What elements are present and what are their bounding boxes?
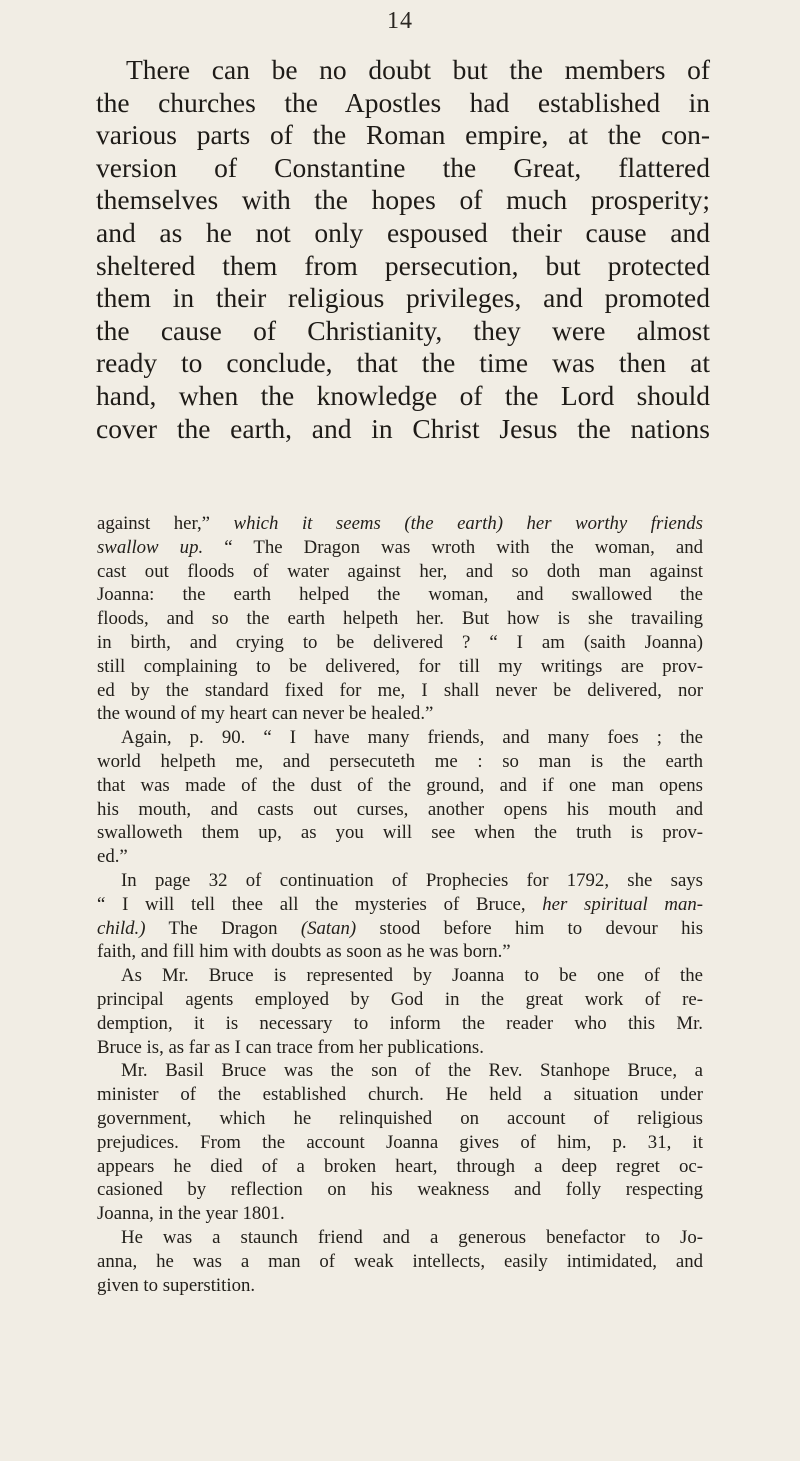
italic-text: (Satan) xyxy=(300,917,357,939)
text-segment: cast out floods of water against her, and so doth man against xyxy=(97,560,703,582)
footnote-line xyxy=(97,940,703,964)
footnote-line xyxy=(97,1083,703,1107)
text-segment: demption, it is necessary to inform the reader who this Mr. xyxy=(97,1012,703,1034)
footnote-line xyxy=(97,1226,703,1250)
footnote-line xyxy=(97,1178,703,1202)
footnote-line xyxy=(97,917,703,941)
main-text-line: sheltered them from persecution, but protected xyxy=(96,249,710,281)
footnote-line xyxy=(97,845,703,869)
text-segment: ed.” xyxy=(97,846,128,868)
main-text-line: themselves with the hopes of much prosperity; xyxy=(96,184,710,216)
text-segment: The Dragon xyxy=(145,917,301,939)
page-number: 14 xyxy=(387,8,413,34)
footnote-line xyxy=(97,821,703,845)
text-segment: given to superstition. xyxy=(97,1274,256,1296)
footnote-line xyxy=(97,1250,703,1274)
main-text-line: There can be no doubt but the members of xyxy=(126,54,710,85)
text-segment: in birth, and crying to be delivered ? “ I am (saith Joanna) xyxy=(97,631,703,653)
text-segment: anna, he was a man of weak intellects, easily intimidated, and xyxy=(97,1250,703,1272)
footnote-line xyxy=(97,726,703,750)
text-segment: principal agents employed by God in the great work of re- xyxy=(97,988,703,1010)
footnote-line xyxy=(97,750,703,774)
text-segment: the wound of my heart can never be healed.” xyxy=(97,703,434,725)
text-segment: prejudices. From the account Joanna gives of him, p. 31, it xyxy=(97,1131,703,1153)
footnote-line xyxy=(97,679,703,703)
footnote-line xyxy=(97,1274,703,1298)
footnote-line xyxy=(97,1155,703,1179)
main-text-line: and as he not only espoused their cause and xyxy=(96,216,710,248)
main-text-line: the cause of Christianity, they were almost xyxy=(96,314,710,346)
footnote-line xyxy=(97,988,703,1012)
main-text-line: hand, when the knowledge of the Lord should xyxy=(96,379,710,411)
italic-text: swallow up. xyxy=(97,536,204,558)
main-text-line: them in their religious privileges, and promoted xyxy=(96,282,710,314)
footnote-line xyxy=(97,1012,703,1036)
footnote-line xyxy=(97,1107,703,1131)
text-segment: stood before him to devour his xyxy=(356,917,703,939)
text-segment: minister of the established church. He held a situation under xyxy=(97,1084,703,1106)
text-segment: ed by the standard fixed for me, I shall never be delivered, nor xyxy=(97,679,703,701)
italic-text: which it seems (the earth) her worthy friends xyxy=(233,513,703,534)
text-segment: Mr. Basil Bruce was the son of the Rev. Stanhope Bruce, a xyxy=(121,1060,703,1082)
main-text-line: version of Constantine the Great, flattered xyxy=(96,151,710,183)
footnote-line xyxy=(97,1036,703,1060)
footnote-line xyxy=(97,1131,703,1155)
footnote-line xyxy=(97,702,703,726)
text-segment: world helpeth me, and persecuteth me : so man is the earth xyxy=(97,750,703,772)
text-segment: He was a staunch friend and a generous benefactor to Jo- xyxy=(121,1226,703,1248)
text-segment: Joanna: the earth helped the woman, and swallowed the xyxy=(97,584,703,606)
text-segment: “ The Dragon was wroth with the woman, and xyxy=(203,536,703,558)
footnote-line xyxy=(97,631,703,655)
footnote-line xyxy=(97,512,703,536)
footnote-line xyxy=(97,536,703,560)
text-segment: appears he died of a broken heart, through a deep regret oc- xyxy=(97,1155,703,1177)
footnote-line xyxy=(97,869,703,893)
footnote-line xyxy=(97,1059,703,1083)
footnote-line xyxy=(97,655,703,679)
main-text-line: the churches the Apostles had established in xyxy=(96,86,710,118)
text-segment: Again, p. 90. “ I have many friends, and many foes ; the xyxy=(121,727,703,749)
text-segment: still complaining to be delivered, for till my writings are prov- xyxy=(97,655,703,677)
main-text-line: various parts of the Roman empire, at the con- xyxy=(96,119,710,151)
footnote-line xyxy=(97,774,703,798)
footnote-line xyxy=(97,1202,703,1226)
text-segment: against her,” xyxy=(97,513,234,534)
text-segment: floods, and so the earth helpeth her. But how is she travailing xyxy=(97,608,703,630)
italic-text: her spiritual man- xyxy=(542,893,704,915)
main-text-line: ready to conclude, that the time was then at xyxy=(96,347,710,379)
text-segment: his mouth, and casts out curses, another opens his mouth and xyxy=(97,798,703,820)
text-segment: As Mr. Bruce is represented by Joanna to be one of the xyxy=(121,965,703,987)
italic-text: child.) xyxy=(97,917,146,939)
footnote-line xyxy=(97,964,703,988)
text-segment: that was made of the dust of the ground, and if one man opens xyxy=(97,774,703,796)
main-text-line: cover the earth, and in Christ Jesus the nations xyxy=(96,412,710,444)
text-segment: In page 32 of continuation of Prophecies for 1792, she says xyxy=(121,869,703,891)
footnote-line xyxy=(97,583,703,607)
text-segment: swalloweth them up, as you will see when the truth is prov- xyxy=(97,822,703,844)
footnote-block xyxy=(97,512,703,1297)
footnote-line xyxy=(97,798,703,822)
text-segment: government, which he relinquished on account of religious xyxy=(97,1107,703,1129)
footnote-line xyxy=(97,607,703,631)
main-text-block xyxy=(96,54,710,445)
footnote-line xyxy=(97,560,703,584)
text-segment: Bruce is, as far as I can trace from her publications. xyxy=(97,1036,484,1058)
text-segment: Joanna, in the year 1801. xyxy=(97,1203,285,1225)
text-segment: casioned by reflection on his weakness and folly respecting xyxy=(97,1179,703,1201)
footnote-line xyxy=(97,893,703,917)
text-segment: faith, and fill him with doubts as soon as he was born.” xyxy=(97,941,511,963)
text-segment: “ I will tell thee all the mysteries of Bruce, xyxy=(97,893,543,915)
